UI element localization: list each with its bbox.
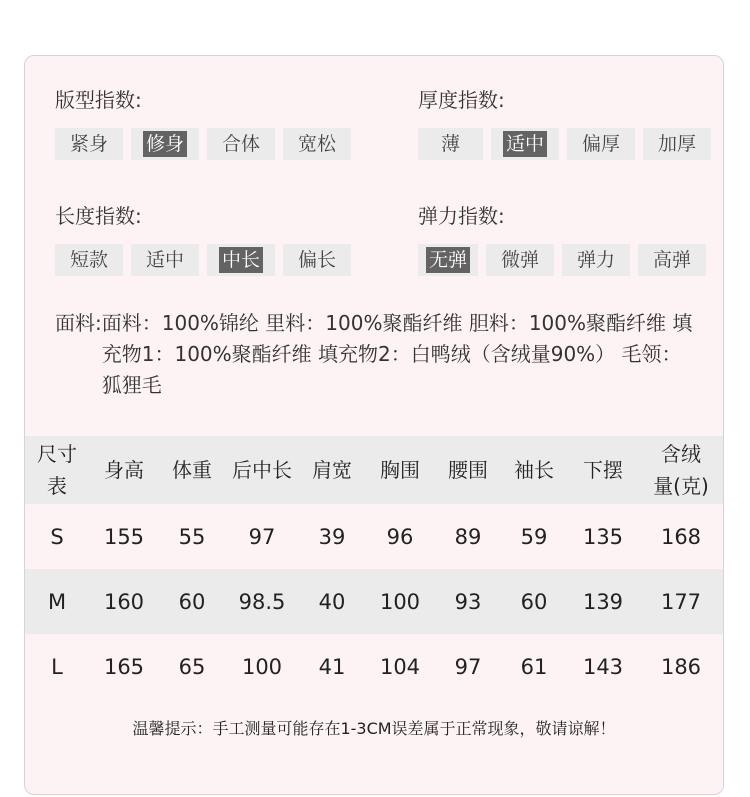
thickness-index-title: 厚度指数:	[418, 88, 505, 112]
fabric-text: 面料：100%锦纶 里料：100%聚酯纤维 胆料：100%聚酯纤维 填充物1：100%聚酯纤维 填充物2：白鸭绒（含绒量90%） 毛领：狐狸毛	[101, 311, 693, 397]
table-cell: 55	[178, 524, 206, 549]
table-cell: 97	[454, 654, 482, 679]
header-shoulder: 肩宽	[312, 458, 352, 482]
measurement-tip: 温馨提示：手工测量可能存在1-3CM误差属于正常现象，敬请谅解！	[132, 719, 616, 738]
thickness-option: 偏厚	[567, 128, 635, 160]
table-cell: 97	[248, 524, 276, 549]
header-waist: 腰围	[448, 458, 488, 482]
elasticity-option: 弹力	[562, 244, 630, 276]
elasticity-option: 微弹	[486, 244, 554, 276]
header-height: 身高	[104, 458, 144, 482]
table-row	[25, 504, 723, 569]
size-table-header	[25, 436, 723, 504]
table-cell: 100	[379, 589, 421, 614]
thickness-option-selected: 适中	[491, 128, 559, 160]
elasticity-index	[418, 202, 706, 276]
size-table	[25, 436, 723, 699]
table-cell: 165	[103, 654, 145, 679]
table-cell: 61	[520, 654, 548, 679]
table-cell: 135	[582, 524, 624, 549]
elasticity-option-selected: 无弹	[418, 244, 478, 276]
table-cell: M	[47, 589, 67, 614]
table-cell: 186	[660, 654, 702, 679]
table-cell: 60	[178, 589, 206, 614]
length-option: 偏长	[283, 244, 351, 276]
table-cell: 41	[318, 654, 346, 679]
fit-index	[55, 86, 351, 160]
elasticity-index-title: 弹力指数:	[418, 204, 505, 228]
table-cell: 60	[520, 589, 548, 614]
length-index	[55, 202, 351, 276]
length-option: 短款	[55, 244, 123, 276]
length-option: 适中	[131, 244, 199, 276]
thickness-option: 薄	[418, 128, 483, 160]
table-cell: 40	[318, 589, 346, 614]
product-info-card	[24, 55, 724, 795]
header-down-content: 含绒量(克)	[653, 442, 709, 498]
header-chest: 胸围	[380, 458, 420, 482]
table-cell: 89	[454, 524, 482, 549]
table-cell: 65	[178, 654, 206, 679]
length-option-selected: 中长	[207, 244, 275, 276]
table-cell: 139	[582, 589, 624, 614]
fabric-label: 面料:	[55, 311, 102, 335]
table-cell: 168	[660, 524, 702, 549]
table-cell: 96	[386, 524, 414, 549]
length-index-title: 长度指数:	[55, 204, 142, 228]
fit-option-selected: 修身	[131, 128, 199, 160]
fit-option: 紧身	[55, 128, 123, 160]
fit-option: 合体	[207, 128, 275, 160]
thickness-index	[418, 86, 711, 160]
fabric-info	[55, 308, 695, 401]
fit-option: 宽松	[283, 128, 351, 160]
table-cell: 155	[103, 524, 145, 549]
table-cell: S	[50, 524, 64, 549]
table-cell: 93	[454, 589, 482, 614]
table-cell: 100	[241, 654, 283, 679]
header-sleeve: 袖长	[514, 458, 554, 482]
table-cell: 59	[520, 524, 548, 549]
header-back-length: 后中长	[232, 458, 292, 482]
fit-index-title: 版型指数:	[55, 88, 142, 112]
table-row	[25, 634, 723, 699]
header-hem: 下摆	[583, 458, 623, 482]
table-cell: L	[51, 654, 63, 679]
table-cell: 104	[379, 654, 421, 679]
table-row	[25, 569, 723, 634]
header-weight: 体重	[172, 458, 212, 482]
elasticity-option: 高弹	[638, 244, 706, 276]
table-cell: 160	[103, 589, 145, 614]
table-cell: 39	[318, 524, 346, 549]
table-cell: 98.5	[238, 589, 286, 614]
thickness-option: 加厚	[643, 128, 711, 160]
header-size-table: 尺寸表	[37, 442, 77, 498]
table-cell: 177	[660, 589, 702, 614]
table-cell: 143	[582, 654, 624, 679]
